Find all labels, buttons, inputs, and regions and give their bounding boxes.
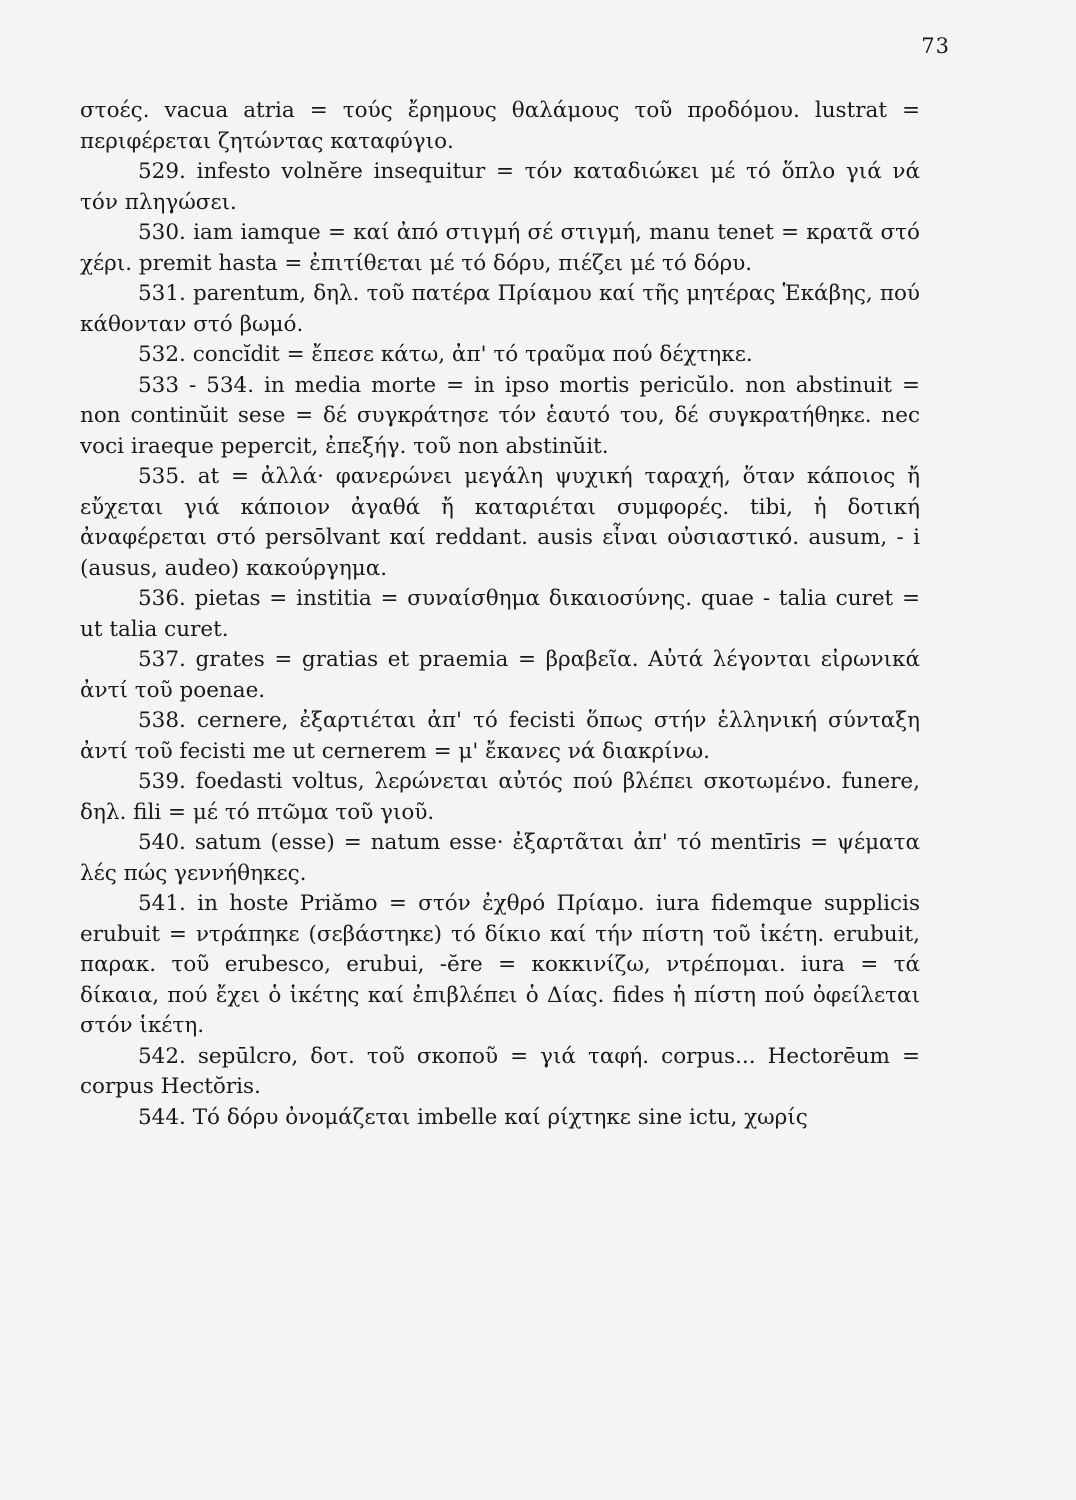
paragraph-541: 541. in hoste Priămo = στόν ἐχθρό Πρίαμο. iura fidemque supplicis erubuit = ντράπηκε (σεβάστηκε) τό δίκιο καί τήν πίστη τοῦ ἱκέτη. erubuit, παρακ. τοῦ erubesco, erubui, -ĕre = κοκκινίζω, ντρέπομαι. iura = τά δίκαια, πού ἔχει ὁ ἱκέτης καί ἐπιβλέπει ὁ Δίας. fides ἡ πίστη πού ὀφείλεται στόν ἱκέτη.: [80, 891, 920, 1038]
paragraph-540: 540. satum (esse) = natum esse· ἐξαρτᾶται ἀπ' τό mentīris = ψέματα λές πώς γεννήθηκες.: [80, 830, 920, 886]
paragraph-531: 531. parentum, δηλ. τοῦ πατέρα Πρίαμου καί τῆς μητέρας Ἑκάβης, πού κάθονταν στό βωμό.: [80, 281, 920, 337]
paragraph-544: 544. Τό δόρυ ὀνομάζεται imbelle καί ρίχτηκε sine ictu, χωρίς: [138, 1104, 808, 1130]
paragraph-539: 539. foedasti voltus, λερώνεται αὐτός πού βλέπει σκοτωμένο. funere, δηλ. fili = μέ τό πτῶμα τοῦ γιοῦ.: [80, 769, 920, 825]
page-number: 73: [921, 34, 950, 58]
paragraph-536: 536. pietas = institia = συναίσθημα δικαιοσύνης. quae - talia curet = ut talia curet.: [80, 586, 920, 642]
paragraph-530: 530. iam iamque = καί ἀπό στιγμή σέ στιγμή, manu tenet = κρατᾶ στό χέρι. premit hasta = ἐπιτίθεται μέ τό δόρυ, πιέζει μέ τό δόρυ.: [80, 220, 920, 276]
paragraph-535: 535. at = ἀλλά· φανερώνει μεγάλη ψυχική ταραχή, ὅταν κάποιος ἤ εὔχεται γιά κάποιον ἀγαθά ἤ καταριέται συμφορές. tibi, ἡ δοτική ἀναφέρεται στό persōlvant καί reddant. ausis εἶναι οὐσιαστικό. ausum, - i (ausus, audeo) κακούργημα.: [80, 464, 920, 581]
paragraph-532: 532. concĭdit = ἔπεσε κάτω, ἀπ' τό τραῦμα πού δέχτηκε.: [138, 342, 753, 367]
paragraph-529: 529. infesto volnĕre insequitur = τόν καταδιώκει μέ τό ὅπλο γιά νά τόν πληγώσει.: [80, 159, 920, 215]
paragraph-533-534: 533 - 534. in media morte = in ipso mortis pericŭlo. non abstinuit = non continŭit sese = δέ συγκράτησε τόν ἑαυτό του, δέ συγκρατήθηκε. nec voci iraeque pepercit, ἐπεξήγ. τοῦ non abstinŭit.: [80, 372, 920, 459]
paragraph-537: 537. grates = gratias et praemia = βραβεῖα. Αὐτά λέγονται εἰρωνικά ἀντί τοῦ poenae.: [80, 647, 920, 703]
commentary-text: [80, 96, 920, 1133]
paragraph-continuation: στοές. vacua atria = τούς ἔρημους θαλάμους τοῦ προδόμου. lustrat = περιφέρεται ζητώντας καταφύγιο.: [80, 98, 920, 154]
paragraph-538: 538. cernere, ἐξαρτιέται ἀπ' τό fecisti ὅπως στήν ἑλληνική σύνταξη ἀντί τοῦ fecisti me ut cernerem = μ' ἔκανες νά διακρίνω.: [80, 708, 920, 764]
paragraph-542: 542. sepūlcro, δοτ. τοῦ σκοποῦ = γιά ταφή. corpus... Hectorēum = corpus Hectŏris.: [80, 1043, 920, 1099]
